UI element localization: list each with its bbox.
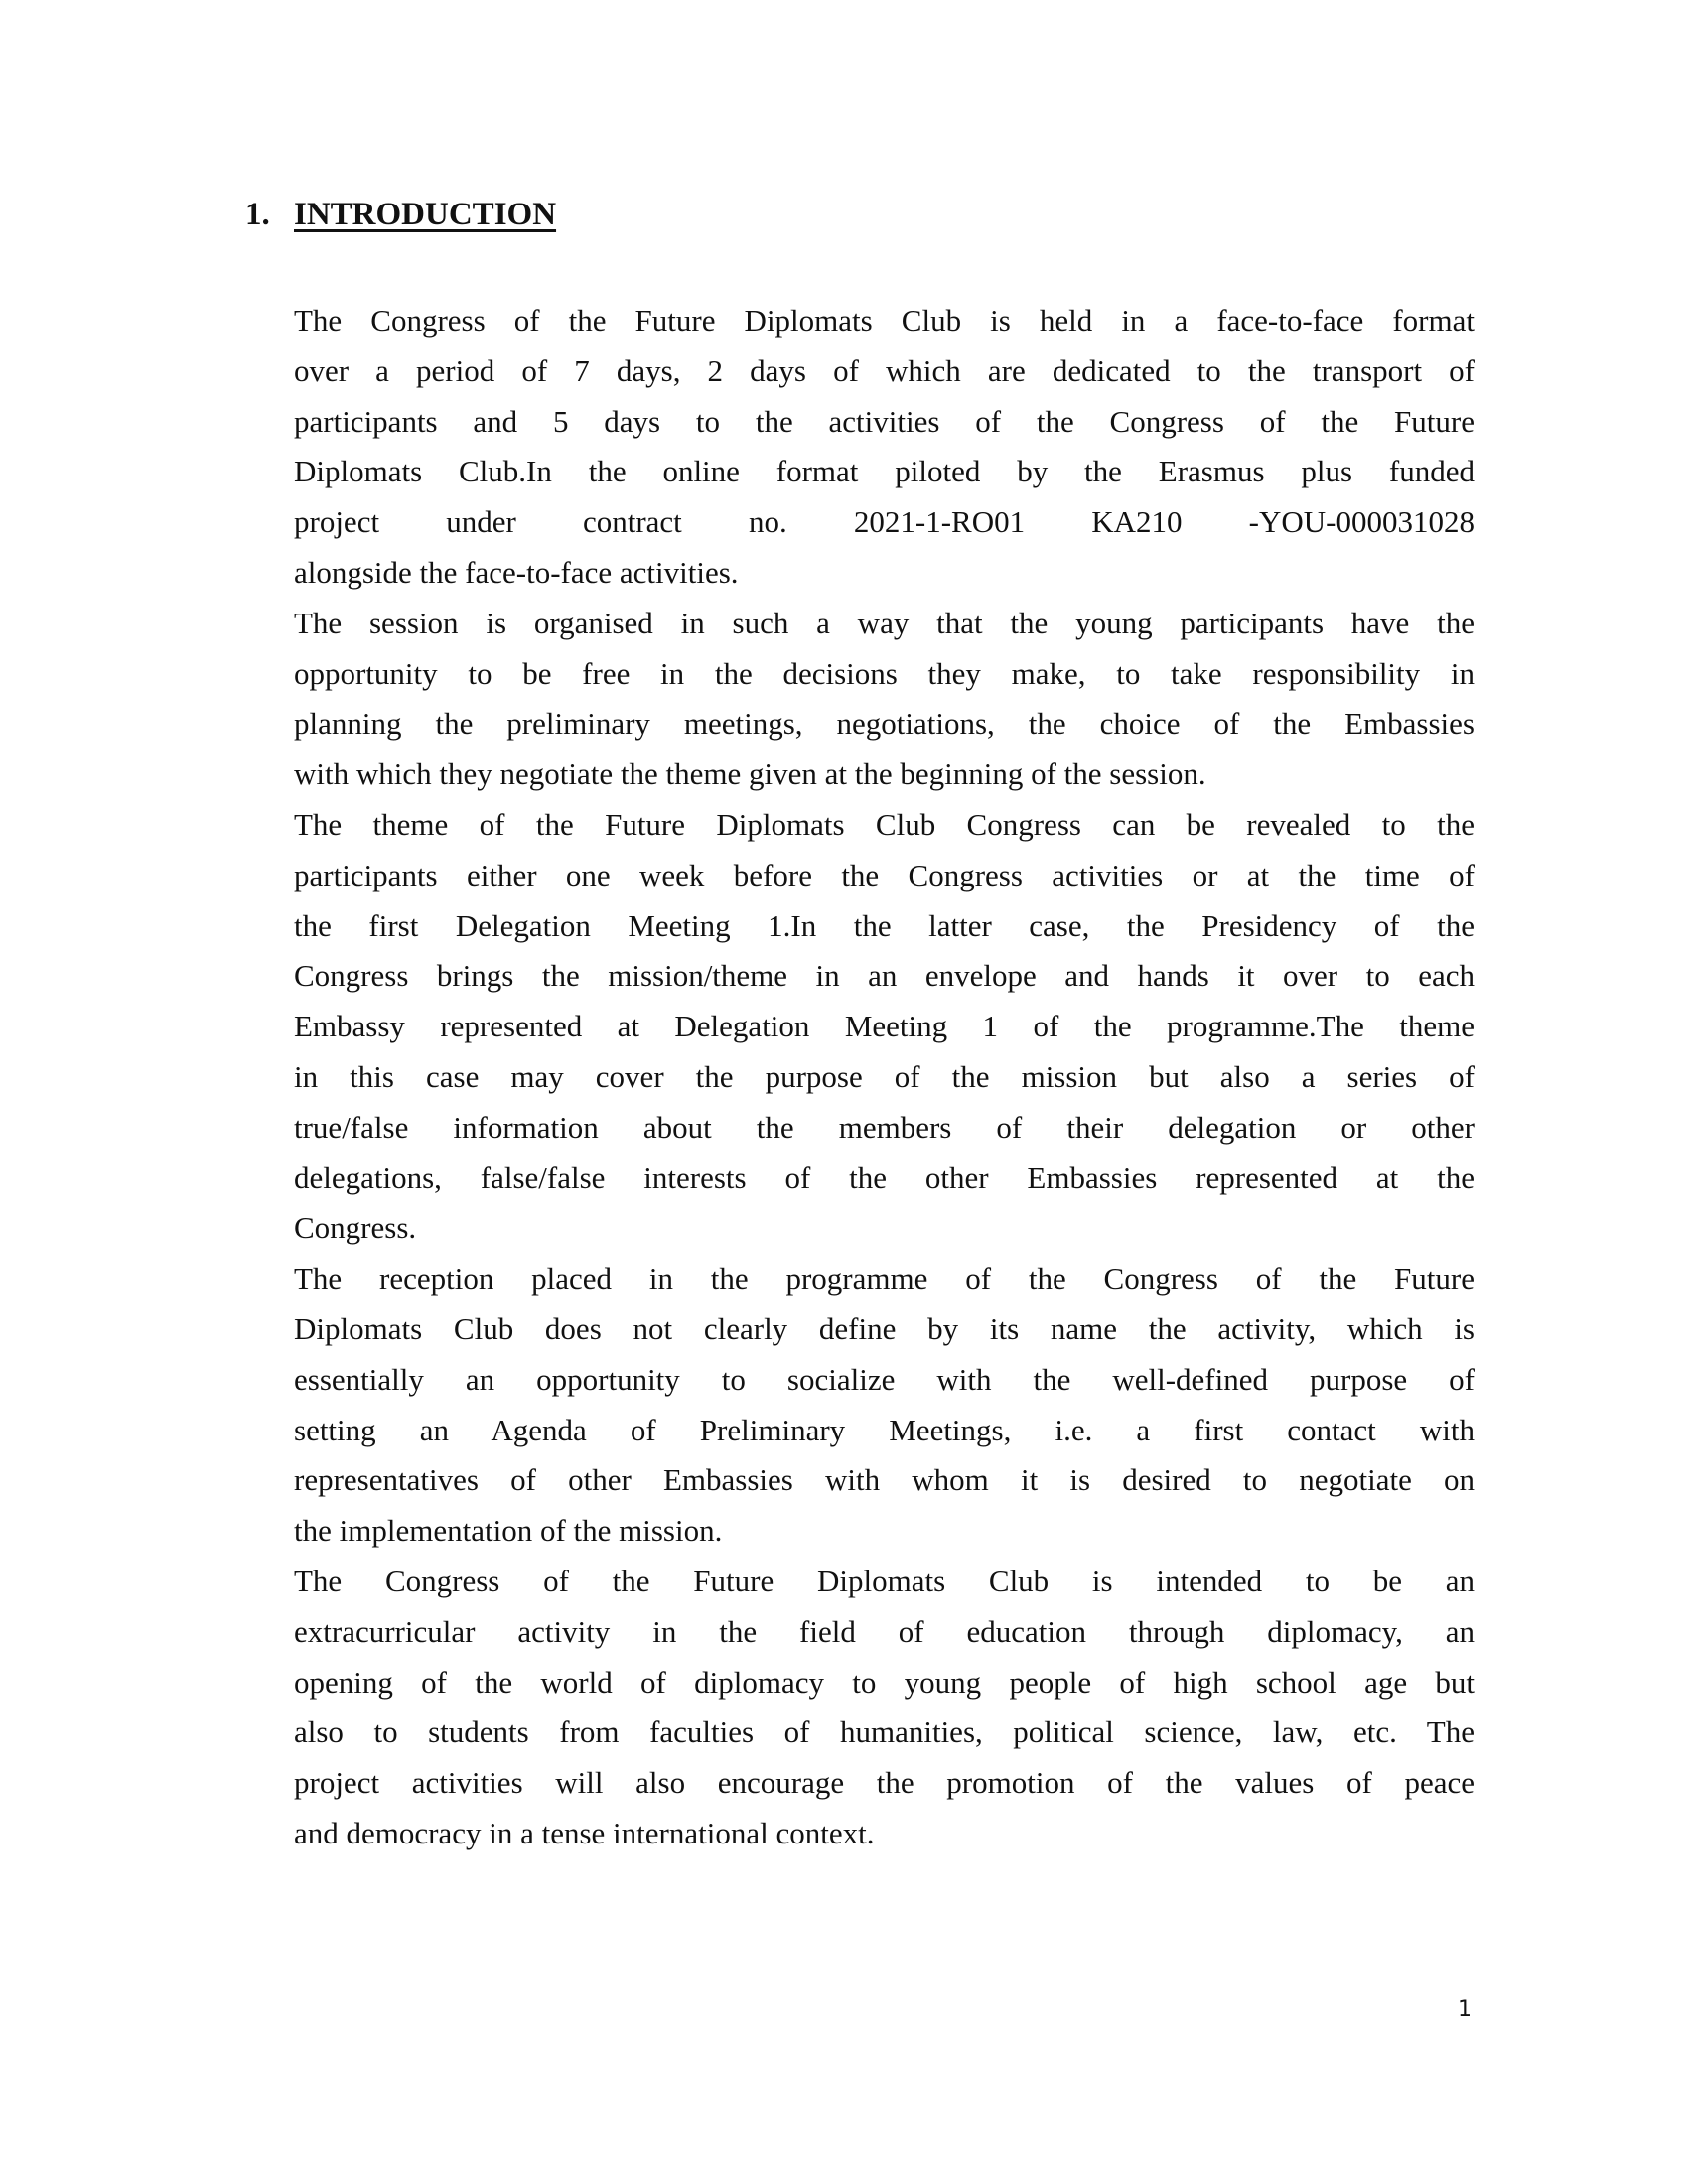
text-line: opening of the world of diplomacy to young people of high school age but — [294, 1664, 1475, 1700]
text-line: The session is organised in such a way that the young participants have the — [294, 605, 1475, 640]
text-line: in this case may cover the purpose of the mission but also a series of — [294, 1058, 1475, 1094]
text-line: and democracy in a tense international context. — [294, 1815, 875, 1850]
text-line: Congress. — [294, 1210, 417, 1246]
text-line: also to students from faculties of humanities, political science, law, etc. The — [294, 1714, 1475, 1750]
text-line: The reception placed in the programme of the Congress of the Future — [294, 1261, 1475, 1297]
paragraph — [294, 1557, 1475, 1859]
text-line: with which they negotiate the theme given at the beginning of the session. — [294, 756, 1206, 792]
text-line: participants and 5 days to the activities of the Congress of the Future — [294, 403, 1475, 439]
text-line: true/false information about the members of their delegation or other — [294, 1109, 1475, 1145]
text-line: opportunity to be free in the decisions they make, to take responsibility in — [294, 655, 1475, 691]
text-line: The Congress of the Future Diplomats Club is intended to be an — [294, 1563, 1475, 1598]
text-line: Diplomats Club does not clearly define by its name the activity, which is — [294, 1310, 1475, 1346]
section-number: 1. — [245, 197, 270, 232]
text-line: alongside the face-to-face activities. — [294, 554, 739, 590]
paragraph — [294, 1254, 1475, 1557]
text-line: Embassy represented at Delegation Meeting 1 of the programme.The theme — [294, 1009, 1475, 1044]
text-line: representatives of other Embassies with whom it is desired to negotiate on — [294, 1462, 1475, 1498]
paragraph — [294, 296, 1475, 599]
text-line: planning the preliminary meetings, negotiations, the choice of the Embassies — [294, 706, 1475, 742]
text-line: over a period of 7 days, 2 days of which are dedicated to the transport of — [294, 352, 1475, 388]
text-line: the implementation of the mission. — [294, 1513, 723, 1549]
text-line: The Congress of the Future Diplomats Club is held in a face-to-face format — [294, 303, 1475, 338]
text-line: Diplomats Club.In the online format piloted by the Erasmus plus funded — [294, 454, 1475, 489]
page-number: 1 — [1458, 1997, 1472, 2022]
text-line: delegations, false/false interests of the other Embassies represented at the — [294, 1160, 1475, 1195]
text-line: the first Delegation Meeting 1.In the latter case, the Presidency of the — [294, 907, 1475, 943]
text-line: essentially an opportunity to socialize with the well-defined purpose of — [294, 1361, 1475, 1397]
document-body — [294, 296, 1475, 1859]
text-line: participants either one week before the Congress activities or at the time of — [294, 857, 1475, 892]
text-line: extracurricular activity in the field of education through diplomacy, an — [294, 1613, 1475, 1649]
paragraph — [294, 599, 1475, 800]
section-heading — [245, 197, 556, 233]
paragraph — [294, 800, 1475, 1254]
text-line: setting an Agenda of Preliminary Meetings, i.e. a first contact with — [294, 1412, 1475, 1447]
text-line: project activities will also encourage the promotion of the values of peace — [294, 1765, 1475, 1801]
text-line: Congress brings the mission/theme in an envelope and hands it over to each — [294, 958, 1475, 994]
text-line: project under contract no. 2021-1-RO01 KA210 -YOU-000031028 — [294, 504, 1475, 540]
section-title: INTRODUCTION — [294, 197, 557, 232]
text-line: The theme of the Future Diplomats Club Congress can be revealed to the — [294, 806, 1475, 842]
